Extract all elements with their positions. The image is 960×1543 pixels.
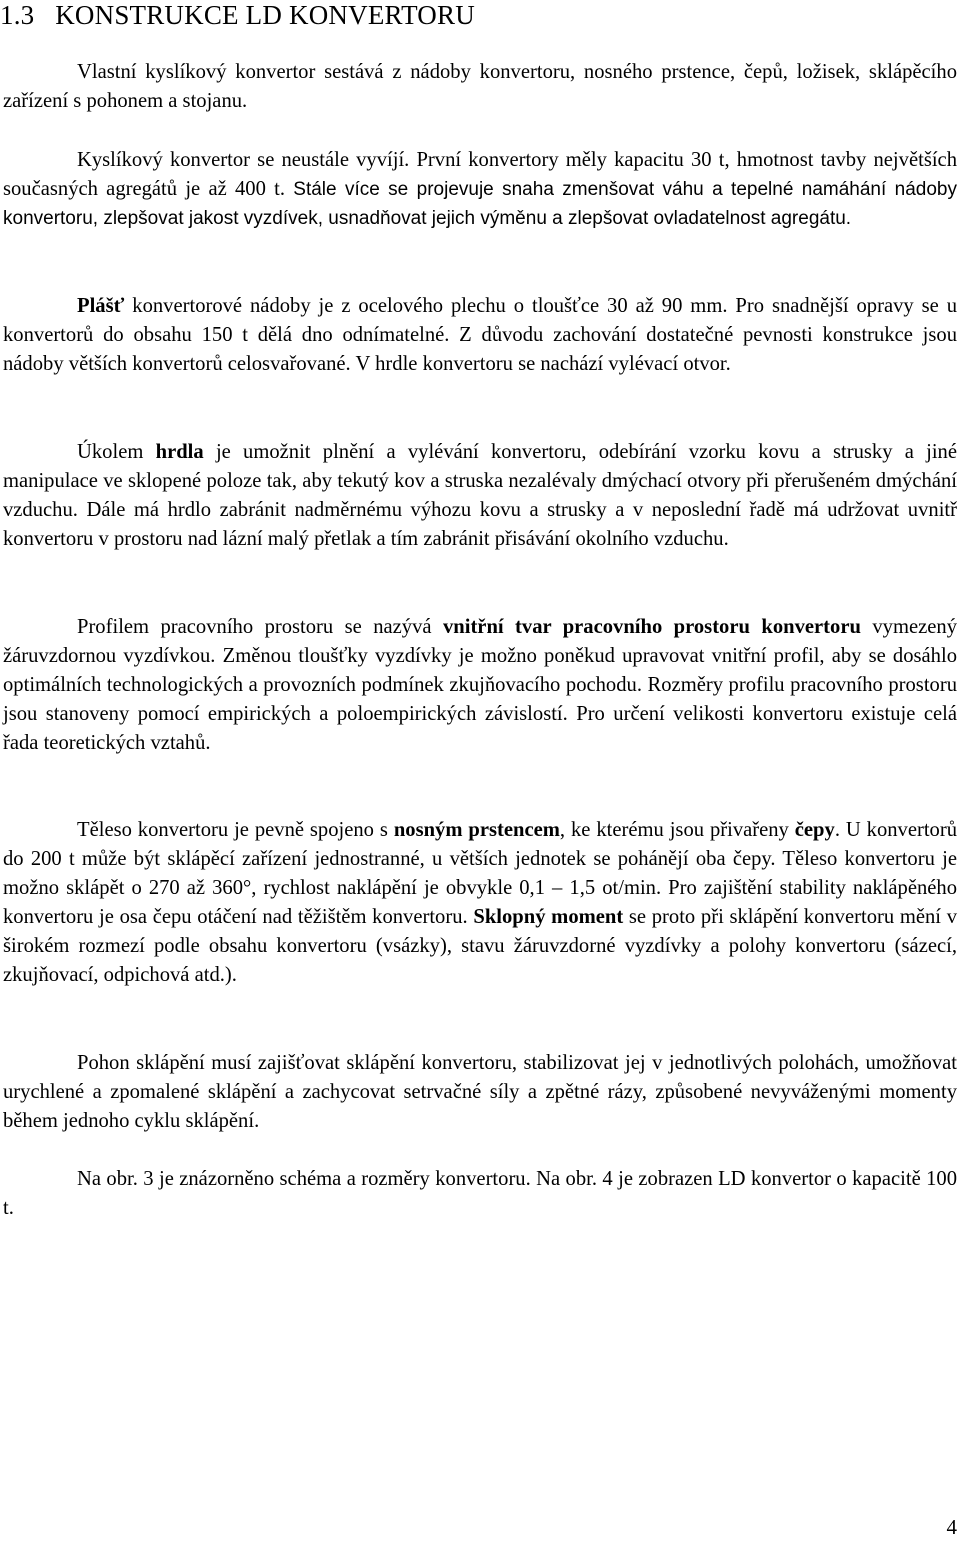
paragraph-drive [3, 1049, 957, 1136]
term-bold: vnitřní tvar pracovního prostoru konvertoru [442, 616, 861, 638]
term-bold: hrdla [155, 441, 204, 463]
paragraph-text: vymezený žáruvzdornou vyzdívkou. Změnou tloušťky vyzdívky je možno poněkud upravovat vnitřní profil, aby se dosáhlo optimálních technologických a provozních podmínek zkujňovacího pochodu. Rozměry profilu pracovního prostoru jsou stanoveny pomocí empirických a poloempirických závislostí. Pro určení velikosti konvertoru existuje celá řada teoretických vztahů. [3, 616, 957, 754]
paragraph-text: Kyslíkový konvertor se neustále vyvíjí. První konvertory měly kapacitu 30 t, hmotnost tavby největších současných agregátů je až 400 t. [3, 149, 957, 200]
paragraph-text: je umožnit plnění a vylévání konvertoru, odebírání vzorku kovu a strusky a jiné manipulace ve sklopené poloze tak, aby tekutý kov a struska nezalévaly dmýchací otvory při přerušeném dmýchání vzduchu. Dále má hrdlo zabránit nadměrnému výhozu kovu a strusky a v neposlední řadě má udržovat uvnitř konvertoru v prostoru nad lázní malý přetlak a tím zabránit přisávání okolního vzduchu. [3, 441, 957, 550]
section-number: 1.3 [0, 0, 35, 30]
paragraph-text: Profilem pracovního prostoru se nazývá [77, 616, 432, 638]
paragraph-text: , ke kterému jsou přivařeny [559, 819, 789, 841]
paragraph-profile [3, 613, 957, 758]
term-bold: Sklopný moment [473, 906, 624, 928]
paragraph-text: Těleso konvertoru je pevně spojeno s [77, 819, 388, 841]
paragraph-text: . U konvertorů do 200 t může být sklápěcí zařízení jednostranné, u větších jednotek se pohánějí oba čepy. Těleso konvertoru je možno sklápět o 270 až 360°, rychlost naklápění je obvykle 0,1 – 1,5 ot/min. Pro zajištění stability naklápěného konvertoru je osa čepu otáčení nad těžištěm konvertoru. [3, 819, 958, 928]
page-number: 4 [946, 1515, 957, 1539]
paragraph-text-sans: Stále více se projevuje snaha zmenšovat váhu a tepelné namáhání nádoby konvertoru, zlepšovat jakost vyzdívek, usnadňovat jejich výměnu a zlepšovat ovladatelnost agregátu. [3, 179, 957, 229]
section-title: KONSTRUKCE LD KONVERTORU [55, 0, 475, 30]
paragraph-shell [3, 292, 957, 379]
paragraph-text: Na obr. 3 je znázorněno schéma a rozměry konvertoru. Na obr. 4 je zobrazen LD konvertor o kapacitě 100 t. [3, 1168, 957, 1219]
paragraph-text: se proto při sklápění konvertoru mění v širokém rozmezí podle obsahu konvertoru (vsázky), stavu žáruvzdorné vyzdívky a polohy konvertoru (sázecí, zkujňovací, odpichová atd.). [3, 906, 957, 986]
term-bold: čepy [794, 819, 835, 841]
paragraph-text: Úkolem [77, 441, 144, 463]
paragraph-neck [3, 438, 957, 554]
section-heading [0, 0, 475, 30]
term-bold: Plášť [77, 295, 125, 317]
paragraph-figures [3, 1165, 957, 1223]
paragraph-text: konvertorové nádoby je z ocelového plechu o tloušťce 30 až 90 mm. Pro snadnější opravy se u konvertorů do obsahu 150 t dělá dno odnímatelné. Z důvodu zachování dostatečné pevnosti konstrukce jsou nádoby větších konvertorů celosvařované. V hrdle konvertoru se nachází vylévací otvor. [3, 295, 957, 375]
paragraph-intro [3, 58, 957, 116]
paragraph-body [3, 816, 957, 990]
paragraph-development [3, 146, 957, 233]
term-bold: nosným prstencem [393, 819, 560, 841]
paragraph-text: Vlastní kyslíkový konvertor sestává z nádoby konvertoru, nosného prstence, čepů, ložisek, sklápěcího zařízení s pohonem a stojanu. [3, 61, 957, 112]
paragraph-text: Pohon sklápění musí zajišťovat sklápění konvertoru, stabilizovat jej v jednotlivých polohách, umožňovat urychlené a zpomalené sklápění a zachycovat setrvačné síly a zpětné rázy, způsobené nevyváženými momenty během jednoho cyklu sklápění. [3, 1052, 957, 1132]
